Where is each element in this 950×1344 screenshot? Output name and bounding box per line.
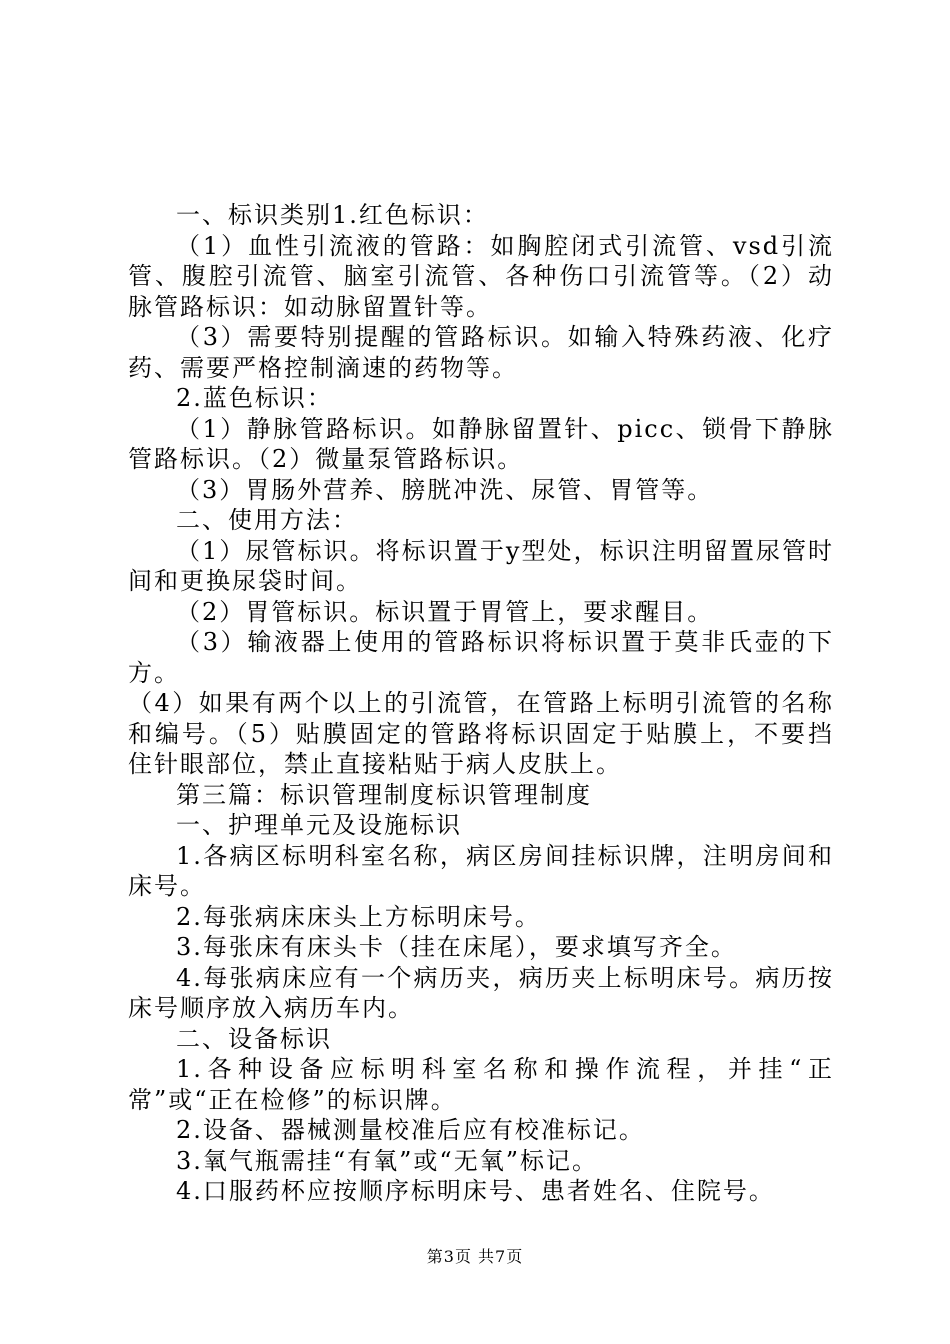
paragraph: 3.氧气瓶需挂“有氧”或“无氧”标记。 <box>176 1146 598 1175</box>
paragraph: 1.各病区标明科室名称，病区房间挂标识牌，注明房间和床号。 <box>128 841 834 900</box>
page-number-footer: 第3页 共7页 <box>426 1247 524 1266</box>
paragraph-section-heading: 一、标识类别1.红色标识： <box>176 201 489 229</box>
paragraph: （3）输液器上使用的管路标识将标识置于莫非氏壶的下方。 <box>128 628 834 687</box>
paragraph-section-heading: 二、使用方法： <box>176 506 358 534</box>
paragraph: 3.每张床有床头卡（挂在床尾），要求填写齐全。 <box>176 933 737 961</box>
paragraph: 1.各种设备应标明科室名称和操作流程，并挂“正常”或“正在检修”的标识牌。 <box>128 1055 834 1114</box>
paragraph: 4.每张病床应有一个病历夹，病历夹上标明床号。病历按床号顺序放入病历车内。 <box>128 963 834 1022</box>
paragraph: （4）如果有两个以上的引流管，在管路上标明引流管的名称和编号。（5）贴膜固定的管路将标识固定于贴膜上，不要挡住针眼部位，禁止直接粘贴于病人皮肤上。 <box>128 689 834 778</box>
paragraph: （3）需要特别提醒的管路标识。如输入特殊药液、化疗药、需要严格控制滴速的药物等。 <box>128 323 834 382</box>
paragraph: （1）血性引流液的管路：如胸腔闭式引流管、vsd引流管、腹腔引流管、脑室引流管、各种伤口引流管等。（2）动脉管路标识：如动脉留置针等。 <box>128 231 834 321</box>
paragraph: 2.蓝色标识： <box>176 384 333 412</box>
paragraph-section-heading: 一、护理单元及设施标识 <box>176 811 462 839</box>
paragraph: （2）胃管标识。标识置于胃管上，要求醒目。 <box>176 597 714 626</box>
paragraph-chapter-title: 第三篇：标识管理制度标识管理制度 <box>176 780 592 809</box>
paragraph: 2.设备、器械测量校准后应有校准标记。 <box>176 1116 645 1144</box>
paragraph: （3）胃肠外营养、膀胱冲洗、尿管、胃管等。 <box>176 475 714 504</box>
document-body <box>128 200 834 1207</box>
paragraph: （1）尿管标识。将标识置于y型处，标识注明留置尿管时间和更换尿袋时间。 <box>128 536 834 595</box>
paragraph: （1）静脉管路标识。如静脉留置针、picc、锁骨下静脉管路标识。（2）微量泵管路标识。 <box>128 414 834 473</box>
paragraph: 4.口服药杯应按顺序标明床号、患者姓名、住院号。 <box>176 1177 775 1205</box>
paragraph: 2.每张病床床头上方标明床号。 <box>176 902 541 931</box>
paragraph-section-heading: 二、设备标识 <box>176 1024 332 1053</box>
